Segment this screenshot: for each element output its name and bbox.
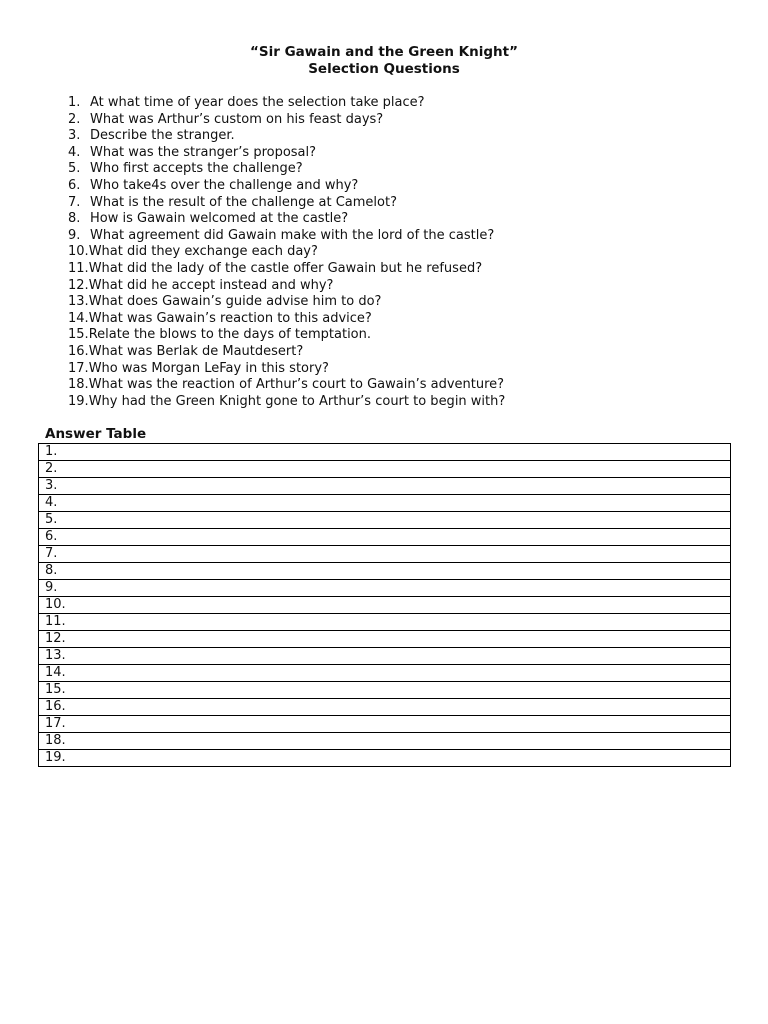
question-text: What was Arthur’s custom on his feast days? [90,111,384,127]
question-item [68,195,748,212]
table-row [39,461,731,478]
question-text: How is Gawain welcomed at the castle? [90,211,349,227]
answer-cell: 10. [39,597,731,614]
question-item [68,95,748,112]
question-number: 19. [68,393,89,409]
answer-cell: 3. [39,478,731,495]
question-item [68,377,748,394]
question-item [68,145,748,162]
table-row [39,614,731,631]
question-text: What does Gawain’s guide advise him to do? [88,294,382,310]
table-row [39,665,731,682]
question-number: 3. [68,128,81,144]
question-text: What did he accept instead and why? [88,277,334,293]
answer-cell: 19. [39,750,731,767]
question-list [68,95,748,410]
question-number: 16. [68,343,89,359]
question-number: 14. [68,310,89,326]
question-text: What did the lady of the castle offer Gawain but he refused? [88,260,483,276]
question-text: What agreement did Gawain make with the lord of the castle? [90,227,495,243]
question-number: 8. [68,211,81,227]
question-number: 12. [68,277,89,293]
table-row [39,580,731,597]
answer-cell: 18. [39,733,731,750]
question-text: Who first accepts the challenge? [90,161,303,177]
table-row [39,495,731,512]
question-number: 4. [68,144,81,160]
answer-cell: 6. [39,529,731,546]
table-row [39,682,731,699]
answer-cell: 13. [39,648,731,665]
table-row [39,699,731,716]
question-text: Who take4s over the challenge and why? [90,177,359,193]
table-row [39,512,731,529]
answer-cell: 11. [39,614,731,631]
question-number: 1. [68,95,81,110]
question-text: What was Gawain’s reaction to this advice? [88,310,372,326]
question-number: 13. [68,294,89,310]
table-row [39,750,731,767]
table-row [39,529,731,546]
question-number: 6. [68,177,81,193]
table-row [39,716,731,733]
answer-cell: 9. [39,580,731,597]
table-row [39,478,731,495]
question-number: 2. [68,111,81,127]
question-item [68,278,748,295]
question-text: Who was Morgan LeFay in this story? [88,360,329,376]
question-text: Describe the stranger. [90,128,235,144]
question-text: What was the stranger’s proposal? [90,144,317,160]
document-title [0,44,768,78]
question-item [68,311,748,328]
question-item [68,228,748,245]
question-number: 7. [68,194,81,210]
question-item [68,327,748,344]
answer-cell: 4. [39,495,731,512]
question-item [68,244,748,261]
question-item [68,178,748,195]
table-row [39,733,731,750]
answer-table [38,443,731,767]
table-row [39,648,731,665]
question-text: What did they exchange each day? [88,244,318,260]
question-number: 18. [68,377,89,393]
table-row [39,546,731,563]
question-number: 5. [68,161,81,177]
table-row [39,631,731,648]
question-text: Why had the Green Knight gone to Arthur’s court to begin with? [88,393,506,409]
answer-cell: 12. [39,631,731,648]
answer-cell: 17. [39,716,731,733]
question-item [68,344,748,361]
question-number: 15. [68,327,89,343]
question-item [68,161,748,178]
table-row [39,597,731,614]
question-text: What is the result of the challenge at Camelot? [90,194,397,210]
answer-cell: 14. [39,665,731,682]
question-number: 9. [68,227,81,243]
question-text: At what time of year does the selection take place? [90,95,425,110]
table-row [39,444,731,461]
answer-cell: 5. [39,512,731,529]
question-item [68,294,748,311]
table-row [39,563,731,580]
answer-cell: 7. [39,546,731,563]
question-text: What was Berlak de Mautdesert? [88,343,304,359]
answer-table-heading: Answer Table [45,426,147,442]
question-item [68,112,748,129]
question-number: 11. [68,260,89,276]
question-item [68,128,748,145]
question-number: 10. [68,244,89,260]
question-item [68,261,748,278]
question-text: What was the reaction of Arthur’s court to Gawain’s adventure? [88,377,505,393]
question-number: 17. [68,360,89,376]
title-line-2: Selection Questions [308,61,460,77]
title-line-1: “Sir Gawain and the Green Knight” [250,44,518,60]
question-item [68,394,748,411]
question-item [68,211,748,228]
answer-cell: 16. [39,699,731,716]
question-item [68,361,748,378]
answer-cell: 8. [39,563,731,580]
answer-cell: 2. [39,461,731,478]
question-text: Relate the blows to the days of temptation. [88,327,371,343]
answer-cell: 15. [39,682,731,699]
answer-cell: 1. [39,444,731,461]
